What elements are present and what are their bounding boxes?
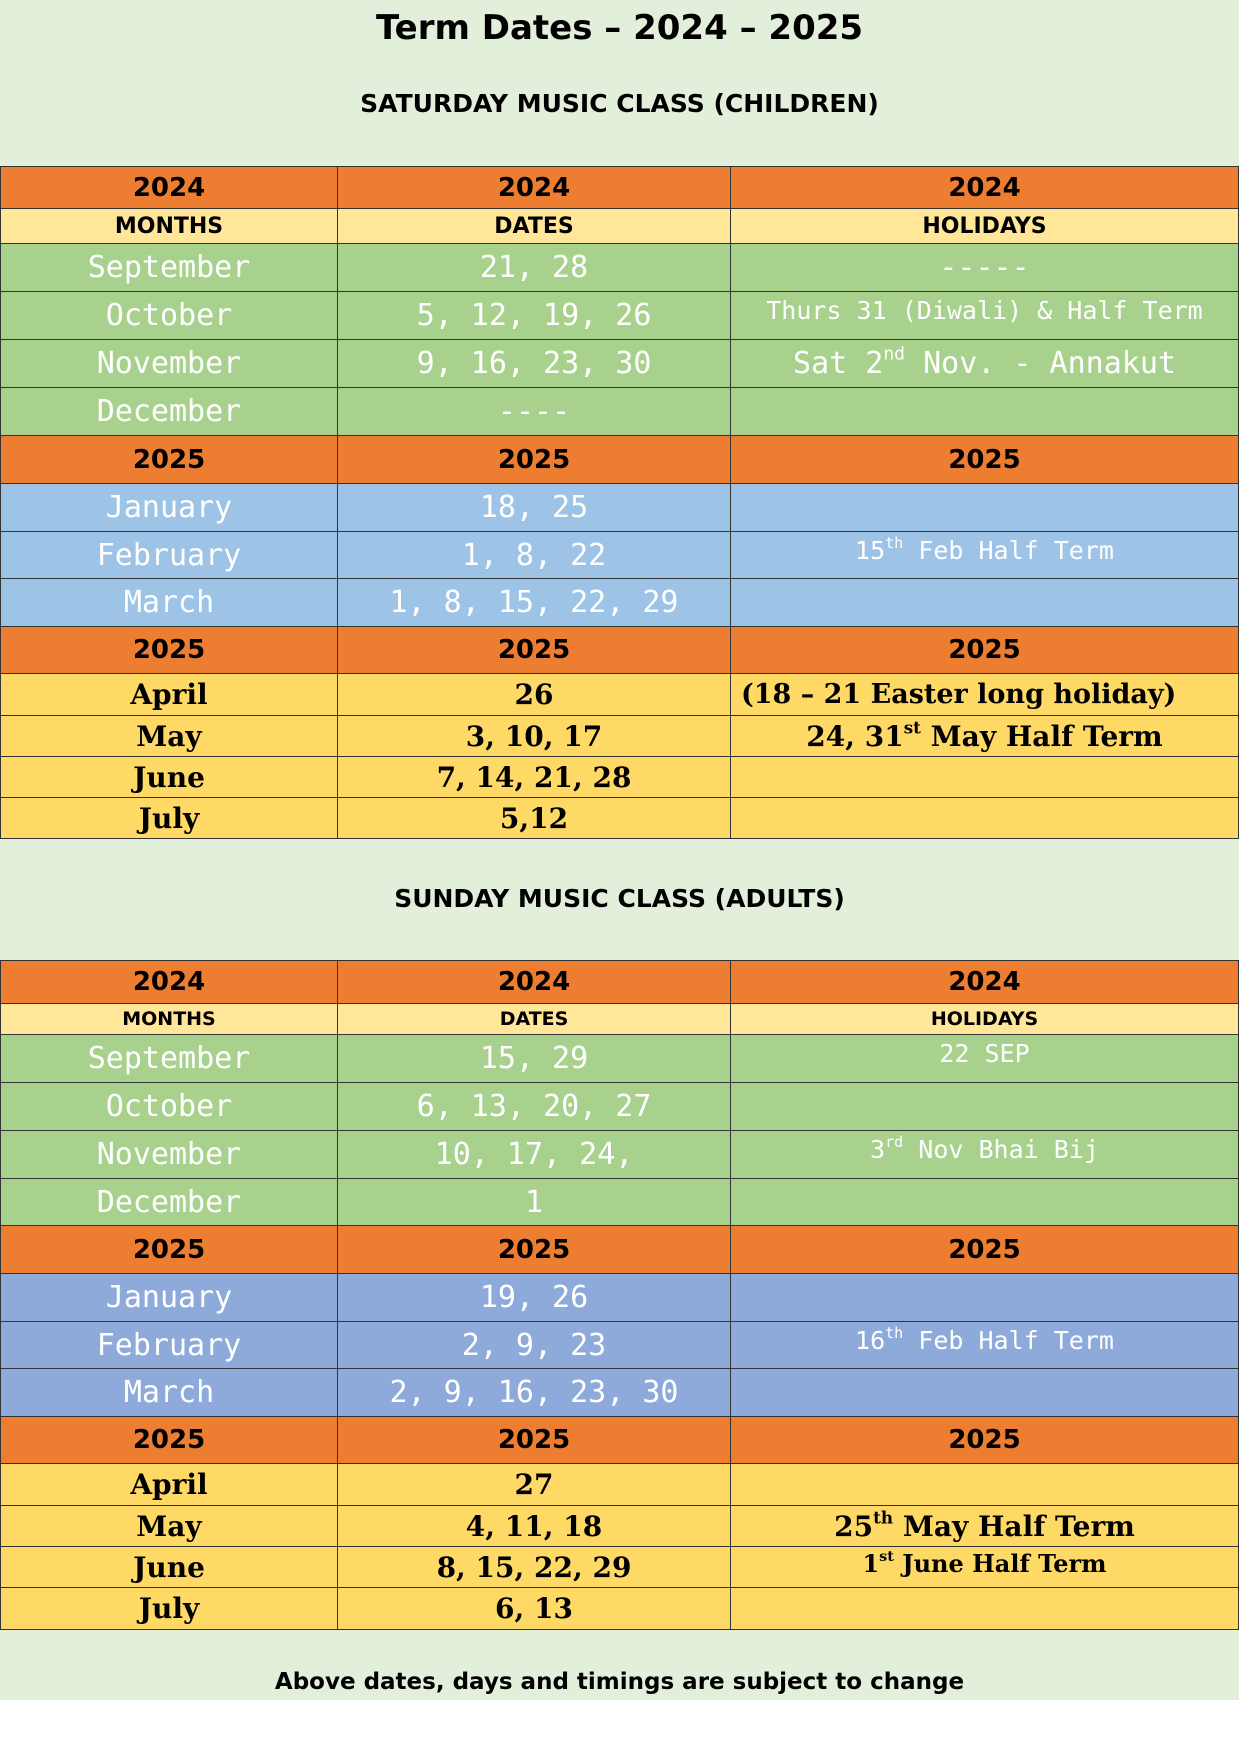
holiday-cell — [731, 532, 1239, 579]
month-cell: April — [1, 1464, 338, 1506]
table-row — [1, 1369, 1239, 1417]
holiday-cell — [731, 1179, 1239, 1226]
holiday-cell: ----- — [731, 244, 1239, 292]
month-cell: February — [1, 532, 338, 579]
year-cell: 2025 — [1, 1417, 338, 1464]
month-cell: October — [1, 292, 338, 340]
dates-cell: 18, 25 — [338, 484, 731, 532]
dates-cell: ---- — [338, 388, 731, 436]
saturday-section-title: SATURDAY MUSIC CLASS (CHILDREN) — [360, 89, 879, 118]
page-title: Term Dates – 2024 – 2025 — [375, 8, 864, 48]
dates-cell: 1 — [338, 1179, 731, 1226]
ordinal-suffix: th — [873, 1506, 894, 1527]
dates-cell: 5, 12, 19, 26 — [338, 292, 731, 340]
holiday-text: Feb Half Term — [903, 1326, 1114, 1355]
dates-header: DATES — [338, 1004, 731, 1035]
dates-cell: 9, 16, 23, 30 — [338, 340, 731, 388]
holiday-cell: (18 – 21 Easter long holiday) — [731, 674, 1239, 716]
table-row — [1, 716, 1239, 757]
saturday-term-table — [0, 166, 1239, 839]
year-row-2024 — [1, 167, 1239, 209]
dates-cell: 27 — [338, 1464, 731, 1506]
holiday-cell — [731, 716, 1239, 757]
month-cell: July — [1, 1588, 338, 1630]
table-row — [1, 484, 1239, 532]
holiday-cell: 22 SEP — [731, 1035, 1239, 1083]
month-cell: September — [1, 244, 338, 292]
holiday-text: Nov Bhai Bij — [903, 1135, 1099, 1164]
month-cell: April — [1, 674, 338, 716]
month-cell: December — [1, 388, 338, 436]
holiday-text: May Half Term — [920, 719, 1163, 753]
holiday-cell — [731, 1322, 1239, 1369]
holiday-text: May Half Term — [893, 1509, 1135, 1543]
table-row — [1, 1035, 1239, 1083]
holiday-text: 24, 31 — [806, 719, 904, 753]
table-row — [1, 532, 1239, 579]
year-cell: 2025 — [338, 627, 731, 674]
table-row — [1, 1322, 1239, 1369]
holiday-cell — [731, 340, 1239, 388]
year-row-2025 — [1, 436, 1239, 484]
year-cell: 2024 — [731, 961, 1239, 1004]
year-cell: 2025 — [731, 1417, 1239, 1464]
month-cell: January — [1, 1274, 338, 1322]
dates-cell: 19, 26 — [338, 1274, 731, 1322]
year-cell: 2024 — [338, 167, 731, 209]
table-row — [1, 1274, 1239, 1322]
year-cell: 2025 — [731, 627, 1239, 674]
month-cell: June — [1, 1547, 338, 1588]
dates-cell: 26 — [338, 674, 731, 716]
table-row — [1, 292, 1239, 340]
year-row-2024 — [1, 961, 1239, 1004]
month-cell: March — [1, 1369, 338, 1417]
holiday-text: June Half Term — [893, 1549, 1107, 1578]
month-cell: December — [1, 1179, 338, 1226]
dates-cell: 21, 28 — [338, 244, 731, 292]
month-cell: January — [1, 484, 338, 532]
holiday-text: Feb Half Term — [903, 536, 1114, 565]
dates-cell: 2, 9, 16, 23, 30 — [338, 1369, 731, 1417]
month-cell: March — [1, 579, 338, 627]
table-row — [1, 340, 1239, 388]
holiday-cell — [731, 1506, 1239, 1547]
year-cell: 2024 — [1, 167, 338, 209]
holiday-cell — [731, 579, 1239, 627]
holidays-header: HOLIDAYS — [731, 1004, 1239, 1035]
holiday-cell — [731, 1131, 1239, 1179]
dates-cell: 5,12 — [338, 798, 731, 839]
year-row-2025 — [1, 1226, 1239, 1274]
sunday-term-table — [0, 960, 1239, 1630]
year-cell: 2025 — [1, 436, 338, 484]
holiday-cell — [731, 484, 1239, 532]
month-cell: July — [1, 798, 338, 839]
table-row — [1, 1083, 1239, 1131]
ordinal-suffix: st — [879, 1548, 894, 1566]
holiday-text: 16 — [855, 1326, 886, 1355]
year-cell: 2025 — [731, 436, 1239, 484]
year-cell: 2024 — [338, 961, 731, 1004]
month-cell: November — [1, 340, 338, 388]
month-cell: October — [1, 1083, 338, 1131]
month-cell: November — [1, 1131, 338, 1179]
month-cell: May — [1, 1506, 338, 1547]
ordinal-suffix: th — [885, 1323, 904, 1342]
holiday-text: 3 — [870, 1135, 886, 1164]
table-row — [1, 757, 1239, 798]
months-header: MONTHS — [1, 209, 338, 244]
holiday-text: 15 — [855, 536, 886, 565]
dates-cell: 1, 8, 22 — [338, 532, 731, 579]
year-cell: 2025 — [1, 627, 338, 674]
column-header-row — [1, 209, 1239, 244]
dates-header: DATES — [338, 209, 731, 244]
holidays-header: HOLIDAYS — [731, 209, 1239, 244]
dates-cell: 6, 13, 20, 27 — [338, 1083, 731, 1131]
dates-cell: 1, 8, 15, 22, 29 — [338, 579, 731, 627]
table-row — [1, 1547, 1239, 1588]
table-row — [1, 674, 1239, 716]
holiday-cell — [731, 1274, 1239, 1322]
table-row — [1, 798, 1239, 839]
holiday-cell: Thurs 31 (Diwali) & Half Term — [731, 292, 1239, 340]
table-row — [1, 579, 1239, 627]
dates-cell: 2, 9, 23 — [338, 1322, 731, 1369]
column-header-row — [1, 1004, 1239, 1035]
disclaimer-footer: Above dates, days and timings are subject to change — [274, 1669, 965, 1695]
dates-cell: 4, 11, 18 — [338, 1506, 731, 1547]
year-row-2025 — [1, 1417, 1239, 1464]
year-cell: 2025 — [338, 436, 731, 484]
months-header: MONTHS — [1, 1004, 338, 1035]
table-row — [1, 1179, 1239, 1226]
ordinal-suffix: st — [903, 716, 921, 737]
year-cell: 2025 — [338, 1417, 731, 1464]
holiday-cell — [731, 757, 1239, 798]
table-row — [1, 1131, 1239, 1179]
ordinal-suffix: rd — [885, 1132, 904, 1151]
holiday-cell — [731, 798, 1239, 839]
dates-cell: 3, 10, 17 — [338, 716, 731, 757]
holiday-text: Nov. - Annakut — [905, 346, 1176, 381]
dates-cell: 15, 29 — [338, 1035, 731, 1083]
table-row — [1, 388, 1239, 436]
month-cell: September — [1, 1035, 338, 1083]
year-cell: 2024 — [1, 961, 338, 1004]
ordinal-suffix: th — [885, 533, 904, 552]
year-cell: 2025 — [731, 1226, 1239, 1274]
holiday-text: 25 — [834, 1509, 874, 1543]
dates-cell: 8, 15, 22, 29 — [338, 1547, 731, 1588]
dates-cell: 6, 13 — [338, 1588, 731, 1630]
holiday-cell — [731, 1547, 1239, 1588]
dates-cell: 7, 14, 21, 28 — [338, 757, 731, 798]
table-row — [1, 244, 1239, 292]
month-cell: June — [1, 757, 338, 798]
year-cell: 2024 — [731, 167, 1239, 209]
holiday-cell — [731, 1369, 1239, 1417]
table-row — [1, 1464, 1239, 1506]
year-cell: 2025 — [338, 1226, 731, 1274]
month-cell: February — [1, 1322, 338, 1369]
table-row — [1, 1506, 1239, 1547]
ordinal-suffix: nd — [883, 343, 906, 365]
holiday-cell — [731, 1083, 1239, 1131]
holiday-cell — [731, 388, 1239, 436]
month-cell: May — [1, 716, 338, 757]
year-row-2025 — [1, 627, 1239, 674]
holiday-text: Sat 2 — [793, 346, 884, 381]
holiday-cell — [731, 1588, 1239, 1630]
sunday-section-title: SUNDAY MUSIC CLASS (ADULTS) — [394, 884, 845, 913]
year-cell: 2025 — [1, 1226, 338, 1274]
table-row — [1, 1588, 1239, 1630]
holiday-cell — [731, 1464, 1239, 1506]
dates-cell: 10, 17, 24, — [338, 1131, 731, 1179]
holiday-text: 1 — [862, 1549, 880, 1578]
